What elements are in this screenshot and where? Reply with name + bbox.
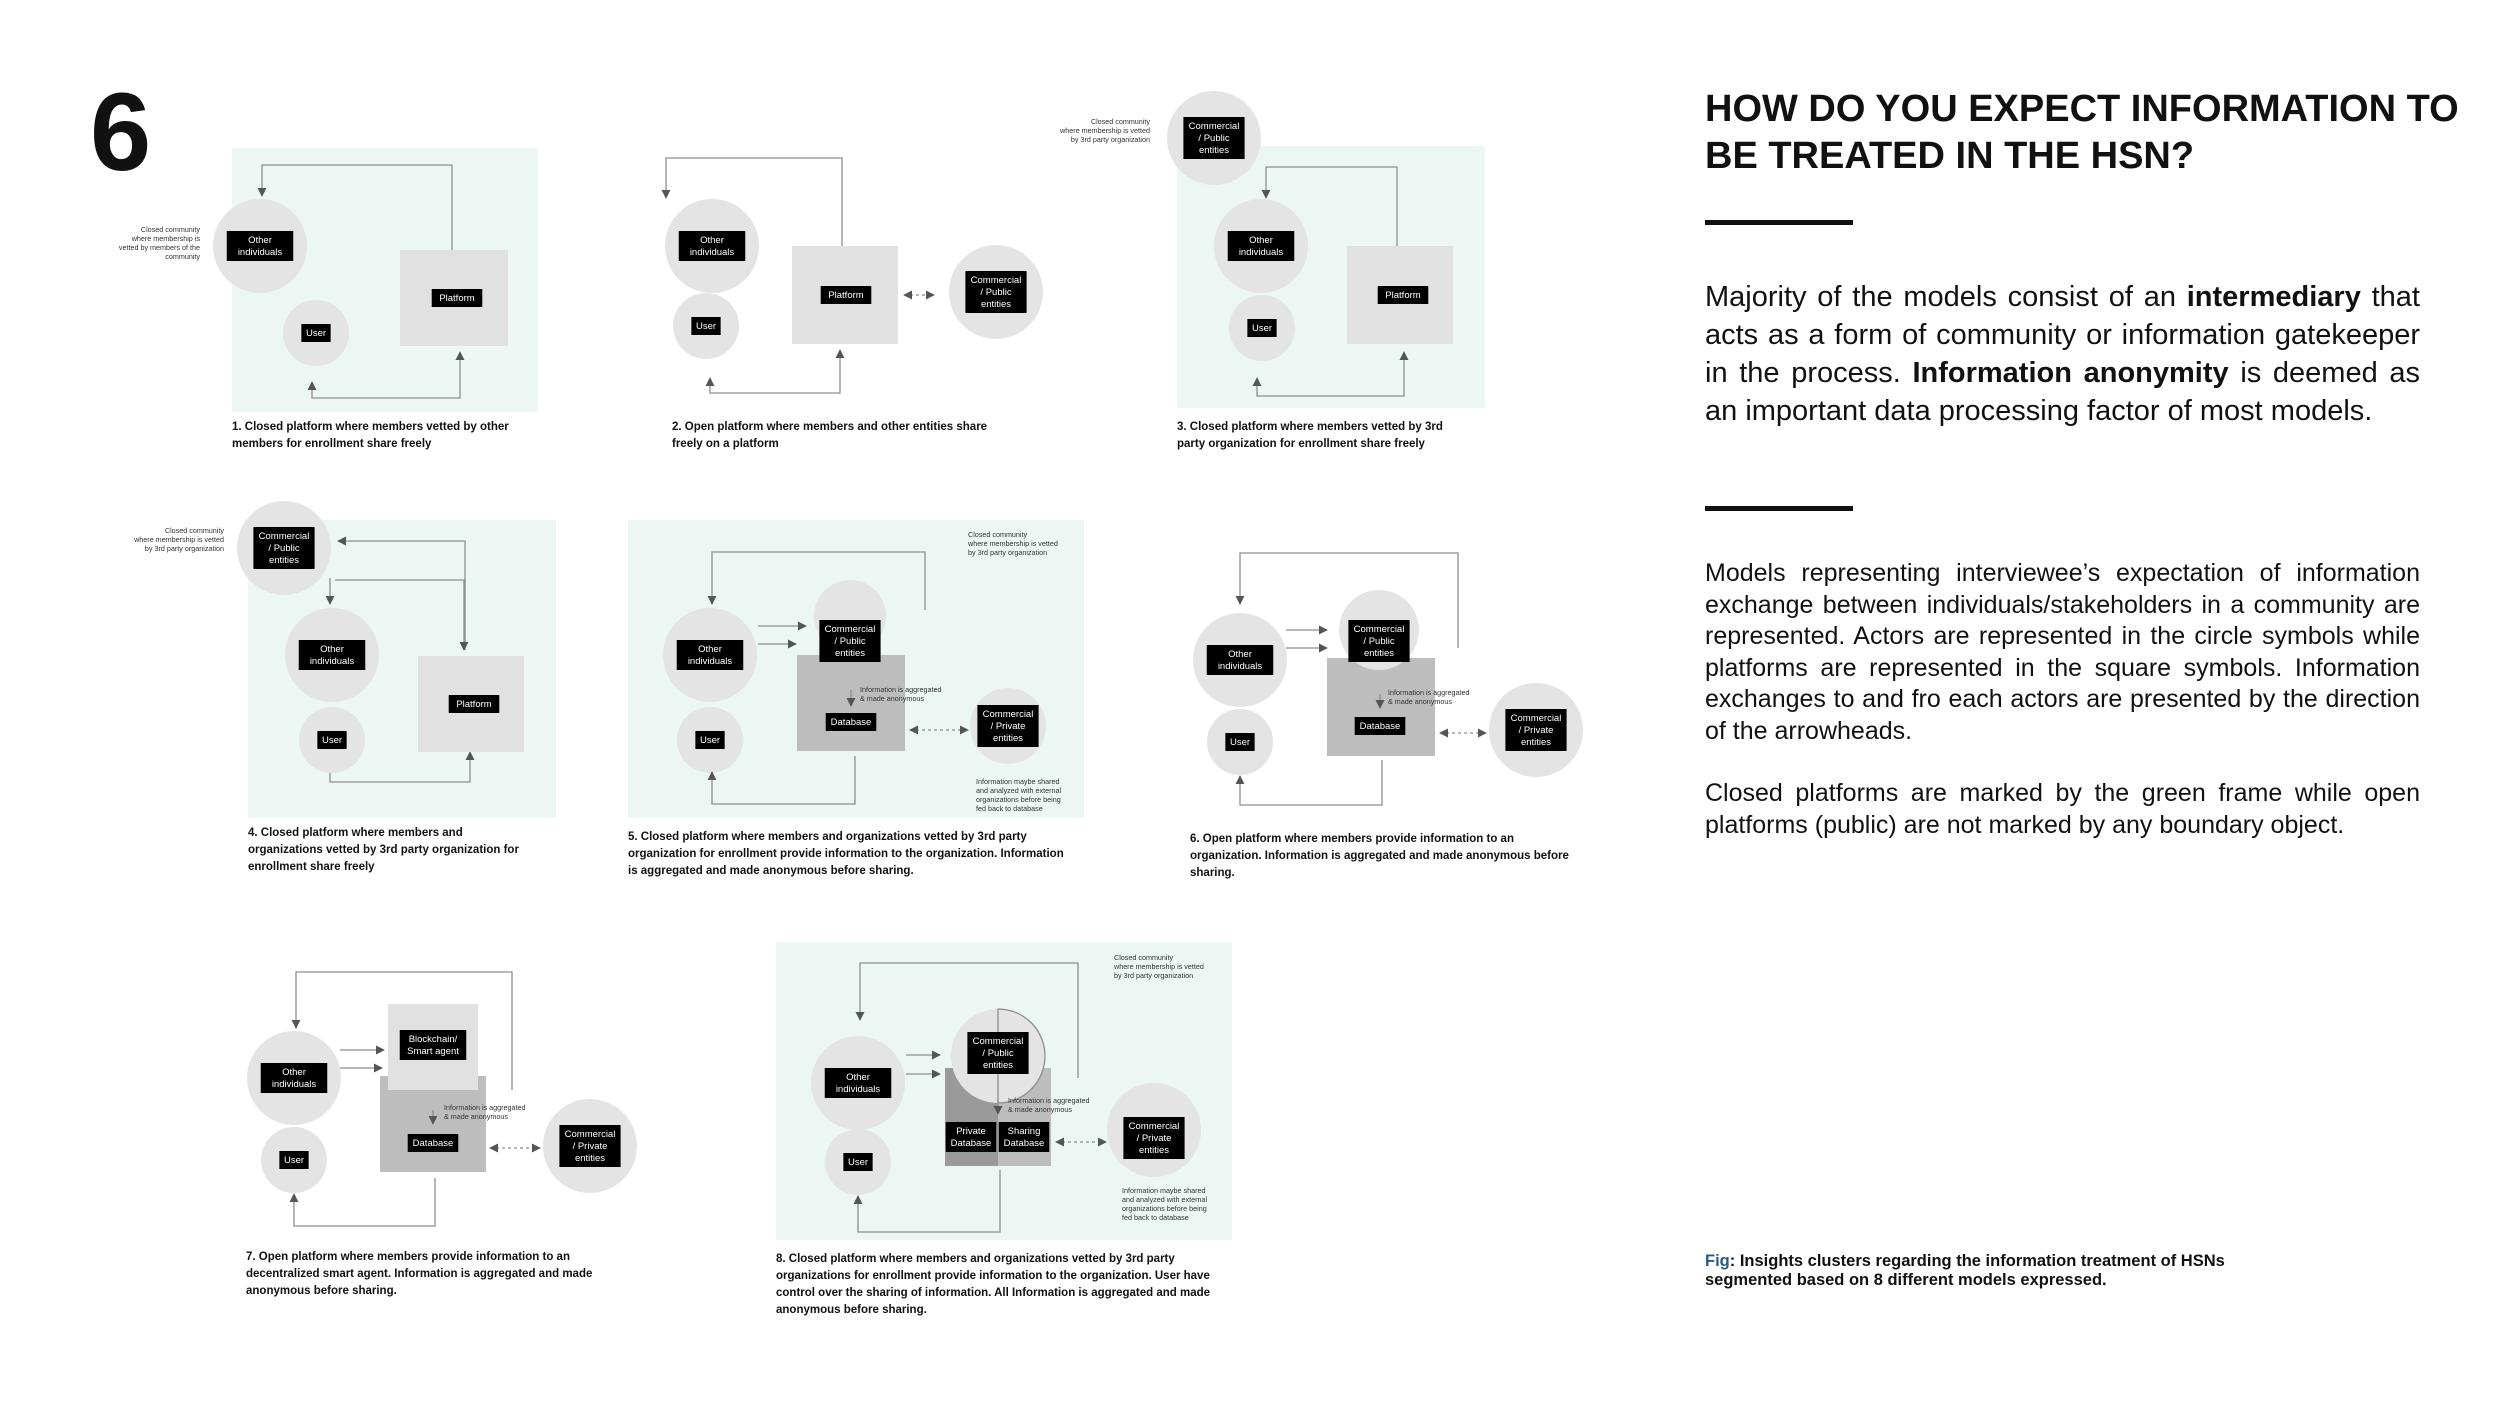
model-5-aggregated-note: & made anonymous <box>860 694 924 703</box>
model-8-shared-note: organizations before being <box>1122 1204 1207 1213</box>
model-7-commercial-private-label-text: / Private <box>572 1141 608 1153</box>
model-3-commercial-label-text: entities <box>1198 145 1230 157</box>
model-5-other-label-text: Other <box>698 644 722 656</box>
model-5-aggregated-note: Information is aggregated <box>860 685 942 694</box>
model-7-commercial-private-label-text: Commercial <box>564 1129 616 1141</box>
model-4-other-label-text: individuals <box>309 656 355 668</box>
model-7-aggregated-note: Information is aggregated <box>444 1103 526 1112</box>
model-3-caption: 3. Closed platform where members vetted by 3rd <box>1177 421 1443 433</box>
model-5-database-label-text: Database <box>830 717 872 729</box>
model-1-note: vetted by members of the <box>118 243 200 252</box>
model-3-platform-label-text: Platform <box>1385 290 1421 302</box>
model-6-commercial-public-label-text: entities <box>1363 648 1395 660</box>
description-paragraph-2: Closed platforms are marked by the green frame while open platforms (public) are not marked by any boundary object. <box>1705 779 2420 839</box>
model-1-note: Closed community <box>140 225 200 234</box>
model-7-blockchain-label-text: Blockchain/ <box>408 1034 458 1046</box>
model-7-other-label-text: Other <box>282 1067 306 1079</box>
model-5-other-label-text: individuals <box>687 656 733 668</box>
model-2-commercial-label-text: Commercial <box>970 275 1022 287</box>
model-8-private-db-label-text: Private <box>956 1126 986 1138</box>
intro-bold-intermediary: intermediary <box>2186 281 2361 313</box>
model-8-commercial-public-label-text: / Public <box>982 1048 1014 1060</box>
model-4-platform-label-text: Platform <box>456 699 492 711</box>
model-1-user-label-text: User <box>305 328 327 340</box>
model-2-user-label-text: User <box>695 321 717 333</box>
model-7-user-label-text: User <box>283 1155 305 1167</box>
model-8-other-label-text: Other <box>846 1072 870 1084</box>
model-5-commercial-public-label-text: entities <box>834 648 866 660</box>
model-8-shared-note: Information maybe shared <box>1122 1186 1206 1195</box>
model-4-caption: organizations vetted by 3rd party organization for <box>248 844 519 856</box>
model-5-shared-note: Information maybe shared <box>976 777 1060 786</box>
model-3-caption: party organization for enrollment share freely <box>1177 438 1425 450</box>
model-8-vetted-note: by 3rd party organization <box>1114 971 1194 980</box>
model-1-caption: 1. Closed platform where members vetted by other <box>232 421 509 433</box>
description <box>1705 558 2420 872</box>
model-2-platform-label-text: Platform <box>828 290 864 302</box>
model-3-commercial-label-text: Commercial <box>1188 121 1240 133</box>
model-2-other-label-text: Other <box>700 235 724 247</box>
model-1-other-label-text: individuals <box>237 247 283 259</box>
model-4-user-label-text: User <box>321 735 343 747</box>
model-4-caption: enrollment share freely <box>248 861 375 873</box>
model-6-commercial-public-label-text: / Public <box>1363 636 1395 648</box>
model-5-caption: 5. Closed platform where members and organizations vetted by 3rd party <box>628 831 1027 843</box>
model-8-aggregated-note: Information is aggregated <box>1008 1096 1090 1105</box>
model-7-blockchain-label-text: Smart agent <box>407 1046 459 1058</box>
model-8-vetted-note: Closed community <box>1114 953 1174 962</box>
model-3-note: Closed community <box>1090 117 1150 126</box>
model-8-commercial-public-label-text: Commercial <box>972 1036 1024 1048</box>
model-7-database-label-text: Database <box>412 1138 454 1150</box>
model-5-commercial-public-label-text: / Public <box>834 636 866 648</box>
model-6-commercial-private-label-text: entities <box>1520 737 1552 749</box>
model-8-shared-note: fed back to database <box>1122 1213 1189 1222</box>
model-4-note: Closed community <box>164 526 224 535</box>
model-7-caption: decentralized smart agent. Information is aggregated and made <box>246 1268 593 1280</box>
model-6-commercial-private-label-text: Commercial <box>1510 713 1562 725</box>
model-6-aggregated-note: & made anonymous <box>1388 697 1452 706</box>
intro-paragraph: Majority of the models consist of an intermediary that acts as a form of community or information gatekeeper in the process. Information anonymity is deemed as an important data processing factor of most models. <box>1705 281 2421 427</box>
model-6-other-label-text: Other <box>1228 649 1252 661</box>
model-3-other-label-text: Other <box>1249 235 1273 247</box>
model-5-commercial-private-label-text: entities <box>992 733 1024 745</box>
description-paragraph-1: Models representing interviewee’s expectation of information exchange between individuals/stakeholders in a community are represented. Actors are represented in the circle symbols while platforms are represented in the square symbols. Information exchanges to and fro each actors are presented by the direction of the arrowheads. <box>1705 559 2420 745</box>
model-1-caption: members for enrollment share freely <box>232 438 432 450</box>
model-7-commercial-private-label-text: entities <box>574 1153 606 1165</box>
model-5-commercial-private-label-text: / Private <box>990 721 1026 733</box>
model-8-sharing-db-label-text: Sharing <box>1007 1126 1041 1138</box>
model-2-caption: 2. Open platform where members and other entities share <box>672 421 988 433</box>
model-4-commercial-label-text: Commercial <box>258 531 310 543</box>
model-6-caption: 6. Open platform where members provide information to an <box>1190 833 1514 845</box>
model-7-aggregated-note: & made anonymous <box>444 1112 508 1121</box>
model-8-caption: control over the sharing of information. All Information is aggregated and made <box>776 1287 1211 1299</box>
model-6-caption: organization. Information is aggregated and made anonymous before <box>1190 850 1569 862</box>
figure-caption-text: : Insights clusters regarding the information treatment of HSNs segmented based on 8 different models expressed. <box>1705 1252 2225 1289</box>
model-4-caption: 4. Closed platform where members and <box>248 827 463 839</box>
model-5-vetted-note: where membership is vetted <box>968 539 1058 548</box>
model-8-private-db-label-text: Database <box>950 1138 992 1150</box>
model-8-caption: organizations for enrollment provide information to the organization. User have <box>776 1270 1210 1282</box>
model-7-other-label-text: individuals <box>271 1079 317 1091</box>
figure-caption <box>1705 1252 2265 1290</box>
model-5-caption: organization for enrollment provide information to the organization. Information <box>628 848 1064 860</box>
model-6-other-label-text: individuals <box>1217 661 1263 673</box>
model-8-sharing-db-label-text: Database <box>1003 1138 1045 1150</box>
model-3-other-label-text: individuals <box>1238 247 1284 259</box>
model-5-user-label-text: User <box>699 735 721 747</box>
model-8-caption: anonymous before sharing. <box>776 1304 927 1316</box>
model-2-commercial-label-text: / Public <box>980 287 1012 299</box>
model-5-commercial-private-label-text: Commercial <box>982 709 1034 721</box>
model-6-database-label-text: Database <box>1359 721 1401 733</box>
model-2-arrow-bottom <box>710 350 840 393</box>
intro-divider <box>1705 506 1853 511</box>
model-6-commercial-private-label-text: / Private <box>1518 725 1554 737</box>
model-8-commercial-public-label-text: entities <box>982 1060 1014 1072</box>
model-1-platform-label-text: Platform <box>439 293 475 305</box>
model-6-commercial-public-label-text: Commercial <box>1353 624 1405 636</box>
model-2-caption: freely on a platform <box>672 438 779 450</box>
model-6-aggregated-note: Information is aggregated <box>1388 688 1470 697</box>
model-4-note: where membership is vetted <box>134 535 224 544</box>
page-title: HOW DO YOU EXPECT INFORMATION TO BE TREATED IN THE HSN? <box>1705 88 2459 177</box>
model-1-note: community <box>165 252 200 261</box>
model-7-caption: anonymous before sharing. <box>246 1285 397 1297</box>
title-divider <box>1705 220 1853 225</box>
model-6-database <box>1327 658 1435 756</box>
model-3-note: where membership is vetted <box>1060 126 1150 135</box>
model-2-commercial-label-text: entities <box>980 299 1012 311</box>
model-8-commercial-private-label-text: entities <box>1138 1145 1170 1157</box>
model-8-commercial-private-label-text: / Private <box>1136 1133 1172 1145</box>
model-4-other-label-text: Other <box>320 644 344 656</box>
model-8-other-label-text: individuals <box>835 1084 881 1096</box>
model-5-commercial-public-label-text: Commercial <box>824 624 876 636</box>
model-3-note: by 3rd party organization <box>1070 135 1150 144</box>
figure-caption-label: Fig <box>1705 1252 1730 1270</box>
model-2-other-label-text: individuals <box>689 247 735 259</box>
model-6-caption: sharing. <box>1190 867 1235 879</box>
model-8-vetted-note: where membership is vetted <box>1114 962 1204 971</box>
model-5-vetted-note: Closed community <box>968 530 1028 539</box>
model-4-note: by 3rd party organization <box>144 544 224 553</box>
model-5-caption: is aggregated and made anonymous before sharing. <box>628 865 914 877</box>
model-6-user-label-text: User <box>1229 737 1251 749</box>
model-5-shared-note: and analyzed with external <box>976 786 1062 795</box>
model-1-note: where membership is <box>131 234 200 243</box>
model-8-user-label-text: User <box>847 1157 869 1169</box>
model-3-commercial-label-text: / Public <box>1198 133 1230 145</box>
model-5-shared-note: fed back to database <box>976 804 1043 813</box>
model-5-shared-note: organizations before being <box>976 795 1061 804</box>
model-8-shared-note: and analyzed with external <box>1122 1195 1208 1204</box>
model-8-commercial-private-label-text: Commercial <box>1128 1121 1180 1133</box>
page-number: 6 <box>90 71 152 194</box>
model-8-aggregated-note: & made anonymous <box>1008 1105 1072 1114</box>
model-4-commercial-label-text: entities <box>268 555 300 567</box>
model-1-other-label-text: Other <box>248 235 272 247</box>
intro-bold-anonymity: Information anonymity <box>1912 357 2229 389</box>
model-8-caption: 8. Closed platform where members and organizations vetted by 3rd party <box>776 1253 1175 1265</box>
model-5-vetted-note: by 3rd party organization <box>968 548 1048 557</box>
model-3-user-label-text: User <box>1251 323 1273 335</box>
model-7-caption: 7. Open platform where members provide information to an <box>246 1251 570 1263</box>
model-4-commercial-label-text: / Public <box>268 543 300 555</box>
